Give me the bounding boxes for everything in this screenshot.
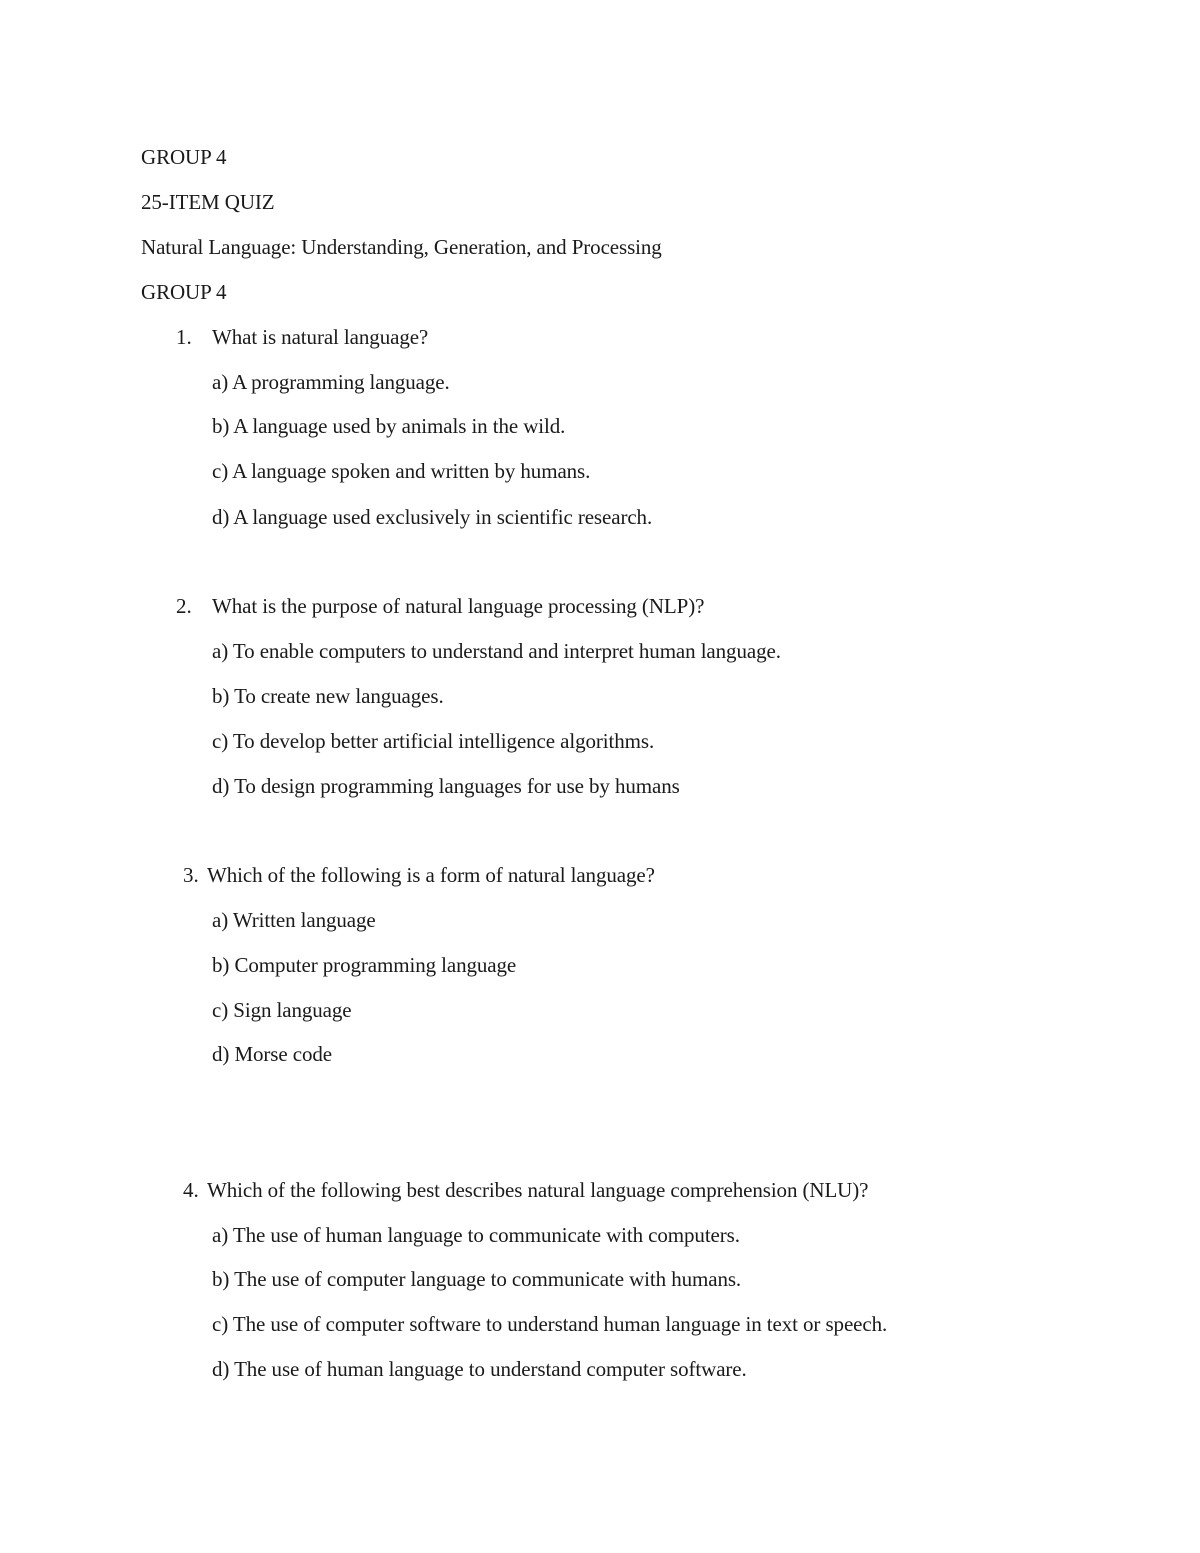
group-heading-repeat: GROUP 4 xyxy=(141,280,227,304)
question-text: What is natural language? xyxy=(212,325,429,349)
question-text: What is the purpose of natural language processing (NLP)? xyxy=(212,594,705,618)
question-number: 4. xyxy=(183,1178,199,1202)
answer-option: c) Sign language xyxy=(212,998,352,1022)
quiz-topic: Natural Language: Understanding, Generation, and Processing xyxy=(141,235,662,259)
answer-option: d) Morse code xyxy=(212,1042,332,1066)
answer-option: b) Computer programming language xyxy=(212,953,517,977)
answer-option: d) To design programming languages for use by humans xyxy=(212,774,680,798)
group-heading: GROUP 4 xyxy=(141,145,227,169)
question-text: Which of the following best describes natural language comprehension (NLU)? xyxy=(207,1178,869,1202)
answer-option: c) To develop better artificial intelligence algorithms. xyxy=(212,729,655,753)
answer-option: d) The use of human language to understand computer software. xyxy=(212,1357,747,1381)
question-number: 2. xyxy=(176,594,192,618)
question-text: Which of the following is a form of natural language? xyxy=(207,863,655,887)
answer-option: a) To enable computers to understand and interpret human language. xyxy=(212,639,781,663)
quiz-title: 25-ITEM QUIZ xyxy=(141,190,275,214)
answer-option: d) A language used exclusively in scientific research. xyxy=(212,505,653,529)
answer-option: b) A language used by animals in the wild. xyxy=(212,414,566,438)
answer-option: a) Written language xyxy=(212,908,376,932)
answer-option: a) The use of human language to communicate with computers. xyxy=(212,1223,740,1247)
answer-option: c) The use of computer software to understand human language in text or speech. xyxy=(212,1312,888,1336)
answer-option: b) To create new languages. xyxy=(212,684,444,708)
question-number: 1. xyxy=(176,325,192,349)
answer-option: a) A programming language. xyxy=(212,370,450,394)
answer-option: c) A language spoken and written by humans. xyxy=(212,459,591,483)
question-number: 3. xyxy=(183,863,199,887)
answer-option: b) The use of computer language to communicate with humans. xyxy=(212,1267,742,1291)
